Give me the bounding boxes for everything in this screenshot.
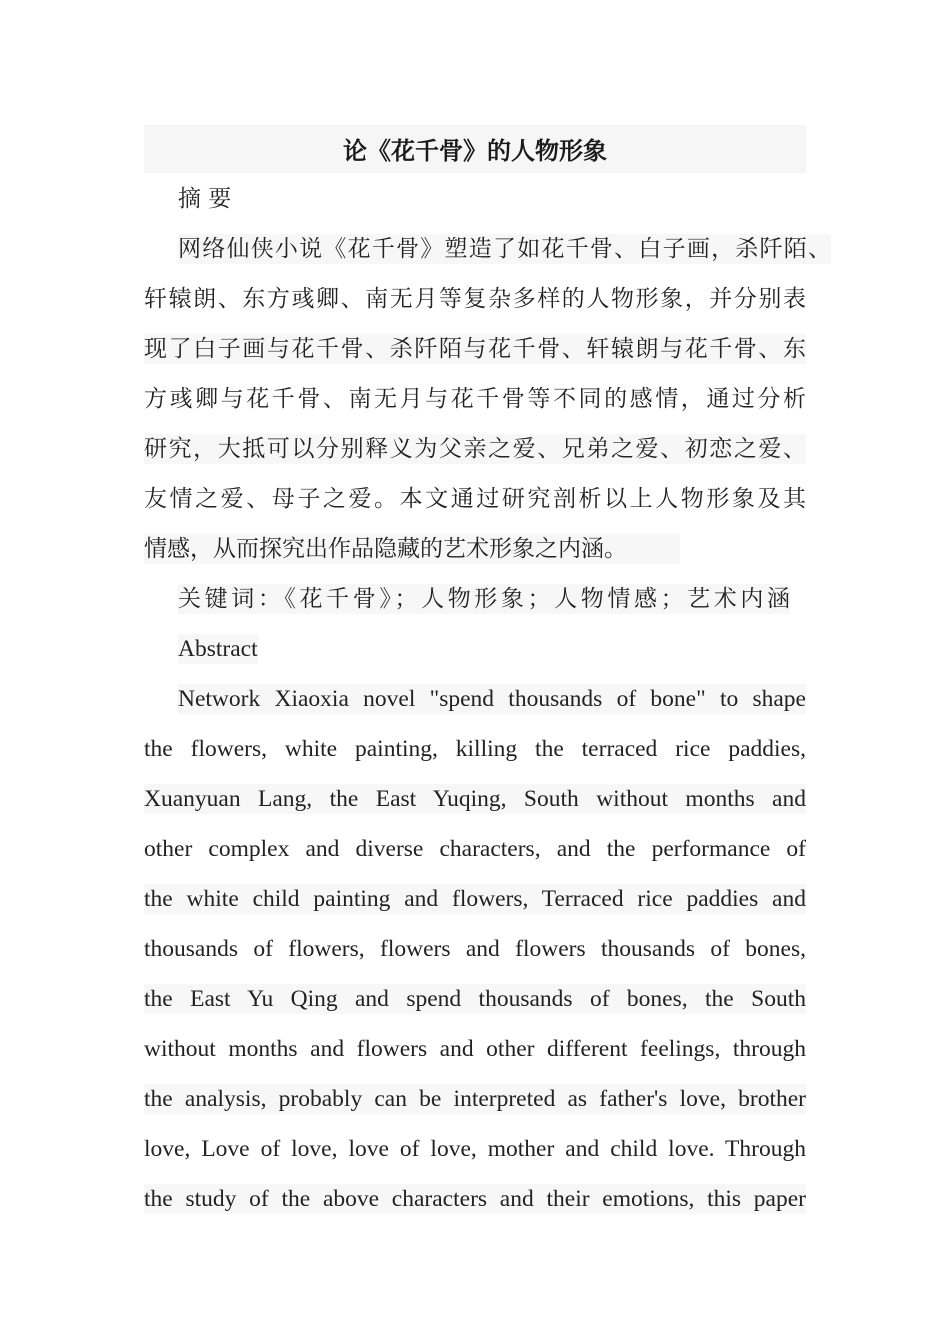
abstract-cn-line: 友情之爱、母子之爱。本文通过研究剖析以上人物形象及其 [144, 486, 806, 512]
abstract-cn-line: 网络仙侠小说《花千骨》塑造了如花千骨、白子画，杀阡陌、 [178, 236, 831, 262]
abstract-en-line: Xuanyuan Lang, the East Yuqing, South without months and [144, 786, 806, 812]
abstract-cn-line: 研究，大抵可以分别释义为父亲之爱、兄弟之爱、初恋之爱、 [144, 436, 806, 462]
document-title: 论《花千骨》的人物形象 [144, 125, 806, 173]
abstract-en-line: love, Love of love, love of love, mother and child love. Through [144, 1136, 806, 1162]
abstract-en-line: the white child painting and flowers, Terraced rice paddies and [144, 886, 806, 912]
abstract-cn-line: 轩辕朗、东方彧卿、南无月等复杂多样的人物形象，并分别表 [144, 286, 806, 312]
abstract-en-line: Network Xiaoxia novel "spend thousands of bone" to shape [178, 686, 806, 712]
abstract-heading-en: Abstract [178, 636, 258, 662]
abstract-en-line: the flowers, white painting, killing the terraced rice paddies, [144, 736, 806, 762]
abstract-en-line: the East Yu Qing and spend thousands of bones, the South [144, 986, 806, 1012]
abstract-en-line: without months and flowers and other different feelings, through [144, 1036, 806, 1062]
abstract-en-line: the analysis, probably can be interpreted as father's love, brother [144, 1086, 806, 1112]
abstract-cn-line: 情感，从而探究出作品隐藏的艺术形象之内涵。 [144, 534, 680, 564]
abstract-heading-cn: 摘 要 [178, 186, 232, 212]
abstract-cn-line: 方彧卿与花千骨、南无月与花千骨等不同的感情，通过分析 [144, 386, 806, 412]
abstract-en-line: the study of the above characters and their emotions, this paper [144, 1186, 806, 1212]
abstract-cn-line: 现了白子画与花千骨、杀阡陌与花千骨、轩辕朗与花千骨、东 [144, 336, 806, 362]
keywords-line: 关键词：《花千骨》；人物形象；人物情感；艺术内涵 [178, 586, 790, 612]
abstract-en-line: thousands of flowers, flowers and flowers thousands of bones, [144, 936, 806, 962]
abstract-en-line: other complex and diverse characters, and the performance of [144, 836, 806, 862]
